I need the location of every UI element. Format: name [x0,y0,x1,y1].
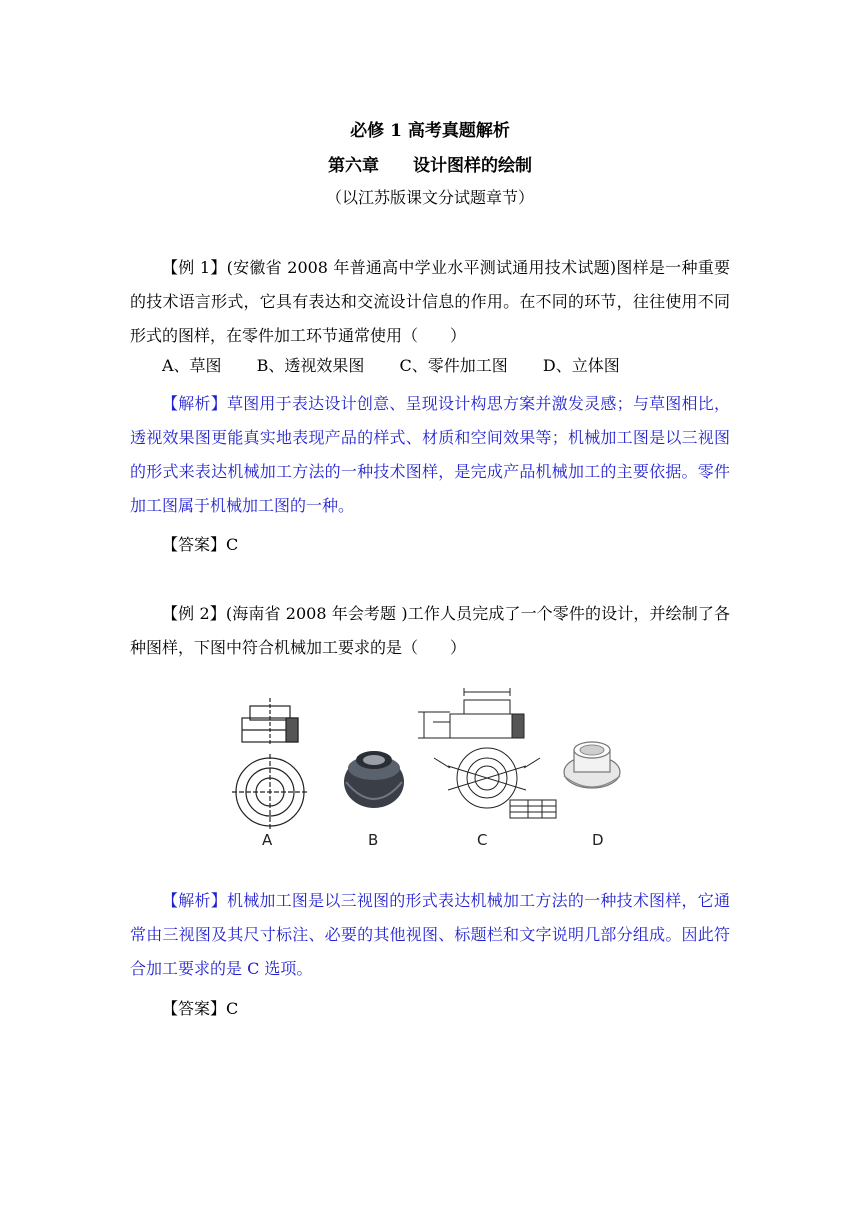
example1-answer: 【答案】C [162,535,239,554]
drawing-d [564,742,620,788]
page-title: 必修 1 高考真题解析 [350,121,510,141]
figure-label-b: B [368,831,379,849]
option-c: C、零件加工图 [399,356,508,375]
option-b: B、透视效果图 [256,356,365,375]
example2-analysis-text: 机械加工图是以三视图的形式表达机械加工方法的一种技术图样，它通常由三视图及其尺寸标注、必要的其他视图、标题栏和文字说明几部分组成。因此符合加工要求的是 C 选项。 [130,891,730,978]
chapter-heading [0,151,860,176]
part-drawings-figure [228,688,638,856]
example1-analysis-tag: 【解析】 [162,394,227,413]
example1-question-text: (安徽省 2008 年普通高中学业水平测试通用技术试题)图样是一种重要的技术语言形式，它具有表达和交流设计信息的作用。在不同的环节，往往使用不同形式的图样，在零件加工环节通常使用（ ） [130,258,730,345]
example1-question [130,251,730,353]
figure-label-a: A [262,831,273,849]
example2-analysis [130,884,730,986]
example2-question [130,597,730,665]
option-a: A、草图 [162,356,222,375]
option-d: D、立体图 [542,356,620,375]
page-subtitle: （以江苏版课文分试题章节） [325,188,534,207]
figure-label-d: D [592,831,604,849]
figure-label-c: C [477,831,488,849]
example1-options [162,353,620,376]
example2-answer: 【答案】C [162,999,239,1018]
drawing-c [418,688,556,818]
drawing-b [344,751,404,808]
example1-analysis-text: 草图用于表达设计创意、呈现设计构思方案并激发灵感；与草图相比，透视效果图更能真实地表现产品的样式、材质和空间效果等；机械加工图是以三视图的形式来表达机械加工方法的一种技术图样，是完成产品机械加工的主要依据。零件加工图属于机械加工图的一种。 [130,394,730,515]
example1-tag: 【例 1】 [162,258,227,277]
drawing-a [232,698,308,830]
example2-tag: 【例 2】 [162,604,226,623]
chapter-number: 第六章 [328,156,379,176]
example2-analysis-tag: 【解析】 [162,891,227,910]
chapter-title: 设计图样的绘制 [413,156,532,176]
example1-analysis [130,387,730,523]
example2-question-text: (海南省 2008 年会考题 )工作人员完成了一个零件的设计，并绘制了各种图样，下图中符合机械加工要求的是（ ） [130,604,730,657]
